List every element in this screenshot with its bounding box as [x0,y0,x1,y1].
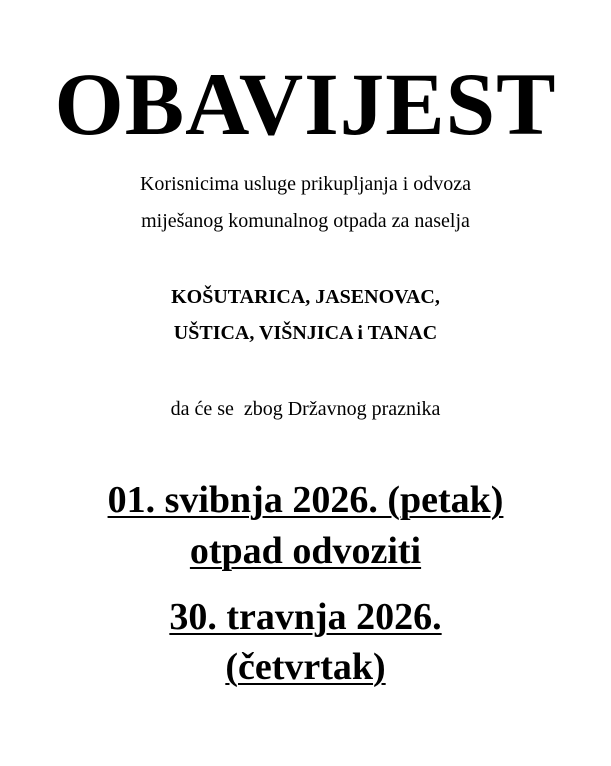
intro-line-1: Korisnicima usluge prikupljanja i odvoza [139,173,472,195]
settlements-line-1: KOŠUTARICA, JASENOVAC, [171,286,440,308]
schedule-line-2: otpad odvoziti [189,530,422,572]
intro-line-2: miješanog komunalnog otpada za naselja [141,210,470,232]
schedule-line-3: 30. travnja 2026. [169,596,442,638]
schedule-line-4: (četvrtak) [225,646,386,688]
reason-text: da će se zbog Državnog praznika [170,398,441,420]
schedule-line-1: 01. svibnja 2026. (petak) [107,479,504,521]
page-title: OBAVIJEST [54,56,557,154]
settlements-line-2: UŠTICA, VIŠNJICA i TANAC [173,322,438,344]
